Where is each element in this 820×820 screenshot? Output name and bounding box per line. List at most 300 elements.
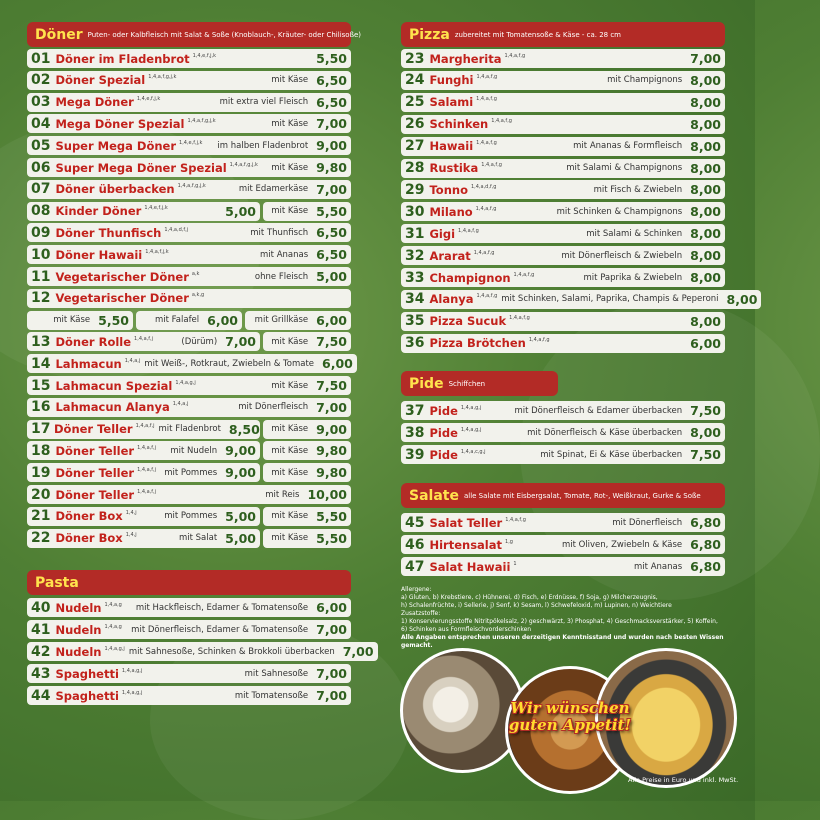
menu-item-row (27, 420, 351, 439)
item-price: 8,00 (690, 313, 721, 329)
menu-item (27, 529, 260, 548)
menu-item (401, 312, 725, 331)
allergen-codes: 1,4,a,j (124, 357, 141, 364)
pizza-title: Pizza (409, 26, 450, 43)
item-name: Nudeln (55, 600, 102, 615)
menu-item (401, 115, 725, 134)
item-name: Döner im Fladenbrot (55, 51, 190, 66)
item-name: Super Mega Döner (55, 138, 177, 153)
menu-item-row (27, 376, 351, 395)
allergen-codes: 1,4,j (125, 510, 137, 517)
veg-option-description: mit Grillkäse (254, 315, 309, 326)
item-name: Milano (429, 204, 473, 219)
item-number: 39 (405, 446, 425, 463)
item-description: mit Sahnesoße (244, 668, 309, 679)
item-description: mit Champignons (607, 75, 683, 86)
extra-option-description: mit Käse (271, 445, 309, 456)
extra-option-price: 9,80 (316, 465, 347, 481)
item-name: Margherita (429, 51, 502, 66)
extra-option-description: mit Käse (271, 424, 309, 435)
allergen-codes: 1,4,a,g,j (460, 404, 482, 411)
menu-item (27, 441, 260, 460)
item-price: 8,00 (726, 291, 758, 307)
menu-item-row (27, 332, 351, 351)
menu-item (27, 686, 351, 705)
item-number: 27 (405, 138, 425, 155)
menu-item (27, 620, 351, 639)
menu-item-row (401, 557, 725, 576)
item-number: 19 (31, 464, 51, 481)
item-number: 34 (405, 291, 425, 308)
allergen-codes: 1 (513, 560, 517, 567)
item-description: mit Schinken, Salami, Paprika, Champis & Peperoni (501, 294, 719, 305)
item-name: Spaghetti (55, 666, 119, 681)
menu-item (401, 290, 761, 309)
item-name: Tonno (429, 182, 468, 197)
item-description: mit Hackfleisch, Edamer & Tomatensoße (135, 602, 309, 613)
menu-item (27, 71, 351, 90)
item-number: 30 (405, 203, 425, 220)
additives-line1: 1) Konservierungsstoffe Nitritpökelsalz, 2) geschwärzt, 3) Phosphat, 4) Geschmacksverstärker, 5) Koffein, (401, 618, 718, 625)
allergen-codes: a,k,g (191, 292, 205, 299)
menu-item (27, 267, 351, 286)
item-name: Pide (429, 403, 458, 418)
item-price: 6,80 (690, 515, 721, 530)
menu-item-row (27, 485, 351, 504)
menu-item-row (27, 136, 351, 155)
item-number: 23 (405, 50, 425, 67)
item-number: 20 (31, 486, 51, 503)
item-price: 9,00 (316, 138, 347, 154)
additives-title: Zusatzstoffe: (401, 610, 441, 617)
item-name: Döner Thunfisch (55, 225, 162, 240)
menu-item (401, 224, 725, 243)
menu-item (27, 642, 378, 661)
item-name: Vegetarischer Döner (55, 291, 189, 306)
menu-item-row (401, 513, 725, 532)
pasta-header (27, 570, 351, 595)
menu-item (401, 334, 725, 353)
item-description: mit Dönerfleisch & Edamer überbacken (514, 405, 683, 416)
item-price: 7,50 (690, 447, 721, 462)
item-number: 40 (31, 599, 51, 616)
disclaimer: Alle Angaben entsprechen unseren derzeitigen Kenntnisstand und wurden nach besten Wissen gemacht. (401, 634, 724, 649)
item-price: 6,50 (316, 72, 347, 88)
allergen-title: Allergene: (401, 586, 432, 593)
allergen-codes: 1,4,e,f,j,k (179, 139, 203, 146)
menu-item (401, 557, 725, 576)
menu-item-row (27, 71, 351, 90)
allergen-codes: 1,4,a,f,g,j,k (177, 183, 206, 190)
item-name: Lahmacun (55, 356, 122, 371)
allergen-info (401, 586, 731, 650)
item-description: mit Nudeln (170, 445, 218, 456)
item-name: Ararat (429, 248, 471, 263)
allergen-codes: 1,4,a,f,g (504, 52, 526, 59)
menu-item (401, 423, 725, 442)
item-description: mit Ananas (634, 561, 683, 572)
item-description: mit Dönerfleisch & Käse überbacken (527, 427, 683, 438)
footer-note: Alle Preise in Euro und inkl. MwSt. (628, 776, 739, 784)
menu-item (27, 332, 260, 351)
menu-item-row (27, 180, 351, 199)
item-price: 6,80 (690, 537, 721, 552)
menu-item-row (27, 114, 351, 133)
item-price: 9,80 (316, 160, 347, 175)
item-description: mit Thunfisch (250, 227, 309, 238)
item-price: 6,50 (316, 225, 347, 241)
pasta-section (27, 570, 351, 595)
doener-title: Döner (35, 26, 83, 43)
menu-item-row (401, 159, 725, 178)
item-number: 12 (31, 290, 51, 307)
item-description: mit Salami & Champignons (566, 163, 683, 173)
item-price: 7,00 (316, 181, 347, 197)
allergen-codes: 1,4,e,f,j,k (192, 52, 217, 59)
menu-item-row (27, 93, 351, 112)
item-name: Döner Hawaii (55, 247, 143, 262)
extra-option-price: 5,50 (316, 508, 347, 524)
menu-item (27, 398, 351, 417)
item-price: 7,00 (316, 666, 347, 681)
item-name: Hawaii (429, 139, 474, 154)
item-name: Rustika (429, 161, 479, 175)
item-number: 03 (31, 94, 51, 111)
item-name: Nudeln (55, 622, 102, 637)
menu-item (27, 376, 351, 395)
item-name: Salami (429, 95, 474, 110)
item-name: Döner Teller (55, 465, 135, 480)
allergen-codes: 1,4,a,f,g (473, 249, 495, 256)
item-price: 7,00 (316, 116, 347, 132)
item-name: Döner Rolle (55, 334, 132, 349)
menu-item-row (401, 445, 725, 464)
item-name: Döner überbacken (55, 182, 175, 197)
allergen-codes: 1,4,j (125, 532, 137, 539)
item-name: Pide (429, 425, 458, 440)
menu-item-row (401, 202, 725, 221)
item-description: mit Sahnesoße, Schinken & Brokkoli überbacken (128, 646, 335, 657)
allergen-codes: 1,4,a,g (104, 623, 122, 630)
item-number: 33 (405, 269, 425, 286)
item-price: 7,50 (690, 403, 721, 418)
menu-item (27, 420, 260, 439)
item-price: 8,00 (690, 116, 721, 132)
item-number: 21 (31, 508, 51, 525)
item-name: Pide (429, 447, 458, 462)
menu-item (27, 598, 351, 617)
allergen-codes: 1,4,a,f,j (135, 423, 155, 430)
allergen-codes: 1,4,a,g,j (460, 426, 482, 433)
item-price: 8,00 (690, 226, 721, 242)
allergen-codes: 1,4,a,g,j (175, 379, 196, 386)
menu-item (401, 268, 725, 287)
extra-option-price: 9,80 (316, 443, 347, 459)
menu-item-row (401, 535, 725, 554)
salate-header (401, 483, 725, 508)
allergen-codes: 1,4,a,j (172, 401, 189, 408)
item-description: mit Fladenbrot (158, 424, 221, 435)
item-number: 05 (31, 137, 51, 154)
item-number: 41 (31, 621, 51, 638)
pide-header (401, 371, 558, 396)
item-name: Funghi (429, 73, 474, 88)
menu-item-row (401, 137, 725, 156)
allergen-line1: a) Gluten, b) Krebstiere, c) Hühnerei, d) Fisch, e) Erdnüsse, f) Soja, g) Milcherzeugnis, (401, 594, 658, 601)
allergen-codes: 1,4,e,f,j,k (144, 205, 168, 212)
pizza-subtitle: zubereitet mit Tomatensoße & Käse - ca. 28 cm (454, 30, 621, 39)
menu-item (27, 93, 351, 112)
item-number: 14 (31, 355, 51, 372)
item-number: 24 (405, 72, 425, 89)
menu-item-row (27, 289, 351, 308)
allergen-codes: 1,4,a,d,f,g (470, 183, 497, 190)
item-description: ohne Fleisch (254, 271, 309, 282)
allergen-codes: 1,4,a,f,j (137, 444, 157, 451)
item-description: mit Reis (265, 489, 300, 500)
extra-option-price: 5,50 (316, 530, 347, 546)
menu-item-row (27, 620, 351, 639)
item-price: 9,00 (225, 465, 256, 481)
extra-option-description: mit Käse (271, 533, 309, 544)
item-name: Gigi (429, 226, 456, 241)
item-price: 8,50 (228, 421, 260, 437)
extra-option-description: mit Käse (271, 206, 309, 217)
doener-subtitle: Puten- oder Kalbfleisch mit Salat & Soße (Knoblauch-, Kräuter- oder Chilisoße) (87, 30, 362, 39)
item-name: Schinken (429, 117, 489, 132)
allergen-codes: 1,4,a,f,g (528, 337, 550, 344)
item-price: 5,00 (316, 269, 347, 284)
allergen-codes: 1,4,a,g (104, 601, 122, 608)
allergen-codes: 1,4,a,g,j (121, 689, 143, 696)
menu-item (27, 223, 351, 242)
item-number: 35 (405, 313, 425, 330)
item-name: Mega Döner Spezial (55, 116, 185, 131)
item-number: 10 (31, 246, 51, 263)
allergen-codes: 1,4,a,f,g (509, 315, 530, 322)
menu-item (401, 71, 725, 90)
menu-item (401, 93, 725, 112)
veg-option-description: mit Falafel (155, 315, 200, 326)
item-price: 6,00 (690, 335, 721, 351)
veg-option-description: mit Käse (53, 315, 91, 326)
item-price: 7,00 (316, 688, 347, 703)
menu-item (27, 289, 351, 308)
item-description: mit Pommes (164, 511, 218, 522)
salate-subtitle: alle Salate mit Eisbergsalat, Tomate, Rot-, Weißkraut, Gurke & Soße (463, 491, 701, 500)
menu-item-row (401, 246, 725, 265)
item-description: mit Dönerfleisch (612, 517, 683, 528)
item-price: 8,00 (690, 425, 721, 440)
item-price: 7,00 (342, 644, 374, 659)
menu-item (401, 202, 725, 221)
item-price: 5,00 (225, 530, 256, 546)
menu-item-row (27, 158, 351, 177)
item-number: 16 (31, 399, 51, 416)
allergen-codes: 1,4,a,f,g (476, 74, 498, 81)
allergen-codes: 1,4,a,f,g (481, 162, 502, 168)
allergen-codes: 1,4,a,g,j (121, 667, 143, 674)
menu-item-row (27, 686, 351, 705)
allergen-codes: 1,4,a,f,j (137, 466, 157, 473)
item-description: mit extra viel Fleisch (219, 97, 309, 108)
menu-item-row (27, 398, 351, 417)
menu-item-row (27, 441, 351, 460)
menu-item (27, 49, 351, 68)
item-description: mit Pommes (164, 467, 218, 478)
item-name: Pizza Sucuk (429, 314, 507, 329)
menu-item (401, 246, 725, 265)
menu-item-row (27, 354, 351, 373)
slogan-line2: guten Appetit! (508, 716, 632, 734)
item-description: mit Dönerfleisch, Edamer & Tomatensoße (131, 624, 309, 635)
left-column (27, 22, 362, 47)
item-description: mit Schinken & Champignons (556, 206, 683, 217)
item-price: 9,00 (225, 443, 256, 459)
menu-item (401, 513, 725, 532)
item-name: Alanya (429, 292, 474, 307)
item-number: 25 (405, 94, 425, 111)
menu-item (27, 507, 260, 526)
menu-item-row (27, 49, 351, 68)
allergen-codes: 1,4,a,f,g (475, 205, 497, 212)
pizza-section (401, 22, 725, 47)
item-number: 29 (405, 181, 425, 198)
item-number: 46 (405, 536, 425, 553)
menu-item (27, 114, 351, 133)
allergen-codes: 1,4,e,f,j,k (136, 96, 161, 103)
item-price: 8,00 (690, 182, 721, 198)
menu-item-row (27, 463, 351, 482)
item-name: Döner Teller (54, 422, 133, 437)
item-description: mit Tomatensoße (234, 690, 309, 701)
item-price: 5,00 (225, 508, 256, 524)
item-price: 8,00 (690, 72, 721, 88)
extra-option (263, 507, 351, 526)
item-number: 37 (405, 402, 425, 419)
menu-item (27, 354, 357, 373)
additives-line2: 6) Schinken aus Formfleischvorderschinken (401, 626, 532, 633)
item-name: Super Mega Döner Spezial (55, 160, 227, 175)
menu-item (27, 180, 351, 199)
allergen-codes: 1,4,a,f,g,j,k (187, 117, 216, 124)
extra-option-description: mit Käse (271, 336, 309, 347)
menu-item (401, 535, 725, 554)
item-description: mit Dönerfleisch (238, 402, 309, 413)
item-name: Döner Spezial (55, 73, 146, 88)
item-number: 09 (31, 224, 51, 241)
allergen-codes: 1,4,a,f,g (505, 516, 526, 523)
item-price: 5,00 (225, 203, 256, 219)
item-number: 11 (31, 268, 51, 285)
allergen-codes: 1,4,a,f,j,k (145, 248, 169, 255)
item-name: Döner Box (55, 509, 123, 524)
item-description: mit Käse (271, 162, 309, 173)
item-description: mit Fisch & Zwiebeln (593, 184, 683, 195)
allergen-codes: 1,4,a,f,g,j,k (229, 161, 258, 168)
item-number: 28 (405, 160, 425, 176)
menu-item-row (401, 423, 725, 442)
item-number: 47 (405, 558, 425, 575)
item-name: Vegetarischer Döner (55, 269, 189, 284)
veg-option (136, 311, 242, 330)
menu-item-row (27, 202, 351, 221)
extra-option-description: mit Käse (271, 467, 309, 478)
item-price: 6,50 (316, 247, 347, 263)
menu-item-row (401, 224, 725, 243)
menu-item (401, 401, 725, 420)
allergen-codes: 1,4,a,f,g (476, 96, 497, 103)
allergen-codes: 1,4,a,f,g (491, 118, 512, 125)
menu-item (401, 445, 725, 464)
item-description: (Dürüm) (181, 336, 218, 347)
allergen-codes: 1,4,a,f,j (137, 488, 157, 495)
menu-item (401, 137, 725, 156)
allergen-codes: 1,g (505, 538, 513, 545)
item-description: mit Weiß-, Rotkraut, Zwiebeln & Tomate (144, 358, 315, 369)
pide-title: Pide (409, 375, 444, 392)
allergen-line2: h) Schalenfrüchte, i) Sellerie, j) Senf, k) Sesam, l) Schwefeloxid, m) Lupinen, n) Weichtiere (401, 602, 672, 609)
item-number: 45 (405, 514, 425, 531)
item-price: 7,00 (316, 622, 347, 637)
item-description: im halben Fladenbrot (217, 140, 309, 151)
item-description: mit Käse (271, 118, 309, 129)
item-name: Lahmacun Spezial (55, 378, 173, 393)
item-description: mit Salami & Schinken (586, 228, 683, 239)
menu-item (27, 136, 351, 155)
extra-option (263, 441, 351, 460)
menu-item-row (401, 290, 758, 309)
item-name: Champignon (429, 270, 511, 285)
menu-item (401, 49, 725, 68)
menu-item-row (27, 507, 351, 526)
item-price: 6,50 (316, 94, 347, 110)
pide-section (401, 371, 725, 396)
item-number: 22 (31, 530, 51, 547)
item-price: 8,00 (690, 248, 721, 264)
menu-item-row (401, 312, 725, 331)
doener-header (27, 22, 362, 47)
menu-item (27, 202, 260, 221)
veg-options-row (27, 311, 351, 330)
item-price: 5,50 (316, 51, 347, 66)
menu-item (27, 245, 351, 264)
item-number: 38 (405, 424, 425, 441)
menu-item (27, 463, 260, 482)
extra-option-price: 7,50 (316, 334, 347, 350)
item-description: mit Salat (178, 533, 218, 544)
item-price: 7,00 (225, 334, 256, 350)
veg-option-price: 6,00 (316, 312, 347, 328)
menu-item-row (401, 49, 725, 68)
allergen-codes: 1,4,a,f,g,j,k (148, 74, 177, 81)
item-name: Lahmacun Alanya (55, 400, 170, 415)
pide-subtitle: Schiffchen (448, 379, 486, 388)
item-number: 43 (31, 665, 51, 682)
item-number: 36 (405, 335, 425, 352)
menu-item-row (27, 267, 351, 286)
menu-item-row (27, 529, 351, 548)
allergen-codes: 1,4,a,g,j (104, 645, 125, 652)
menu-item (27, 485, 351, 504)
item-number: 07 (31, 181, 51, 198)
item-number: 42 (31, 643, 51, 660)
item-price: 6,80 (690, 559, 721, 574)
item-number: 01 (31, 50, 51, 67)
item-price: 8,00 (690, 270, 721, 285)
menu-item-row (401, 115, 725, 134)
item-number: 06 (31, 159, 51, 176)
